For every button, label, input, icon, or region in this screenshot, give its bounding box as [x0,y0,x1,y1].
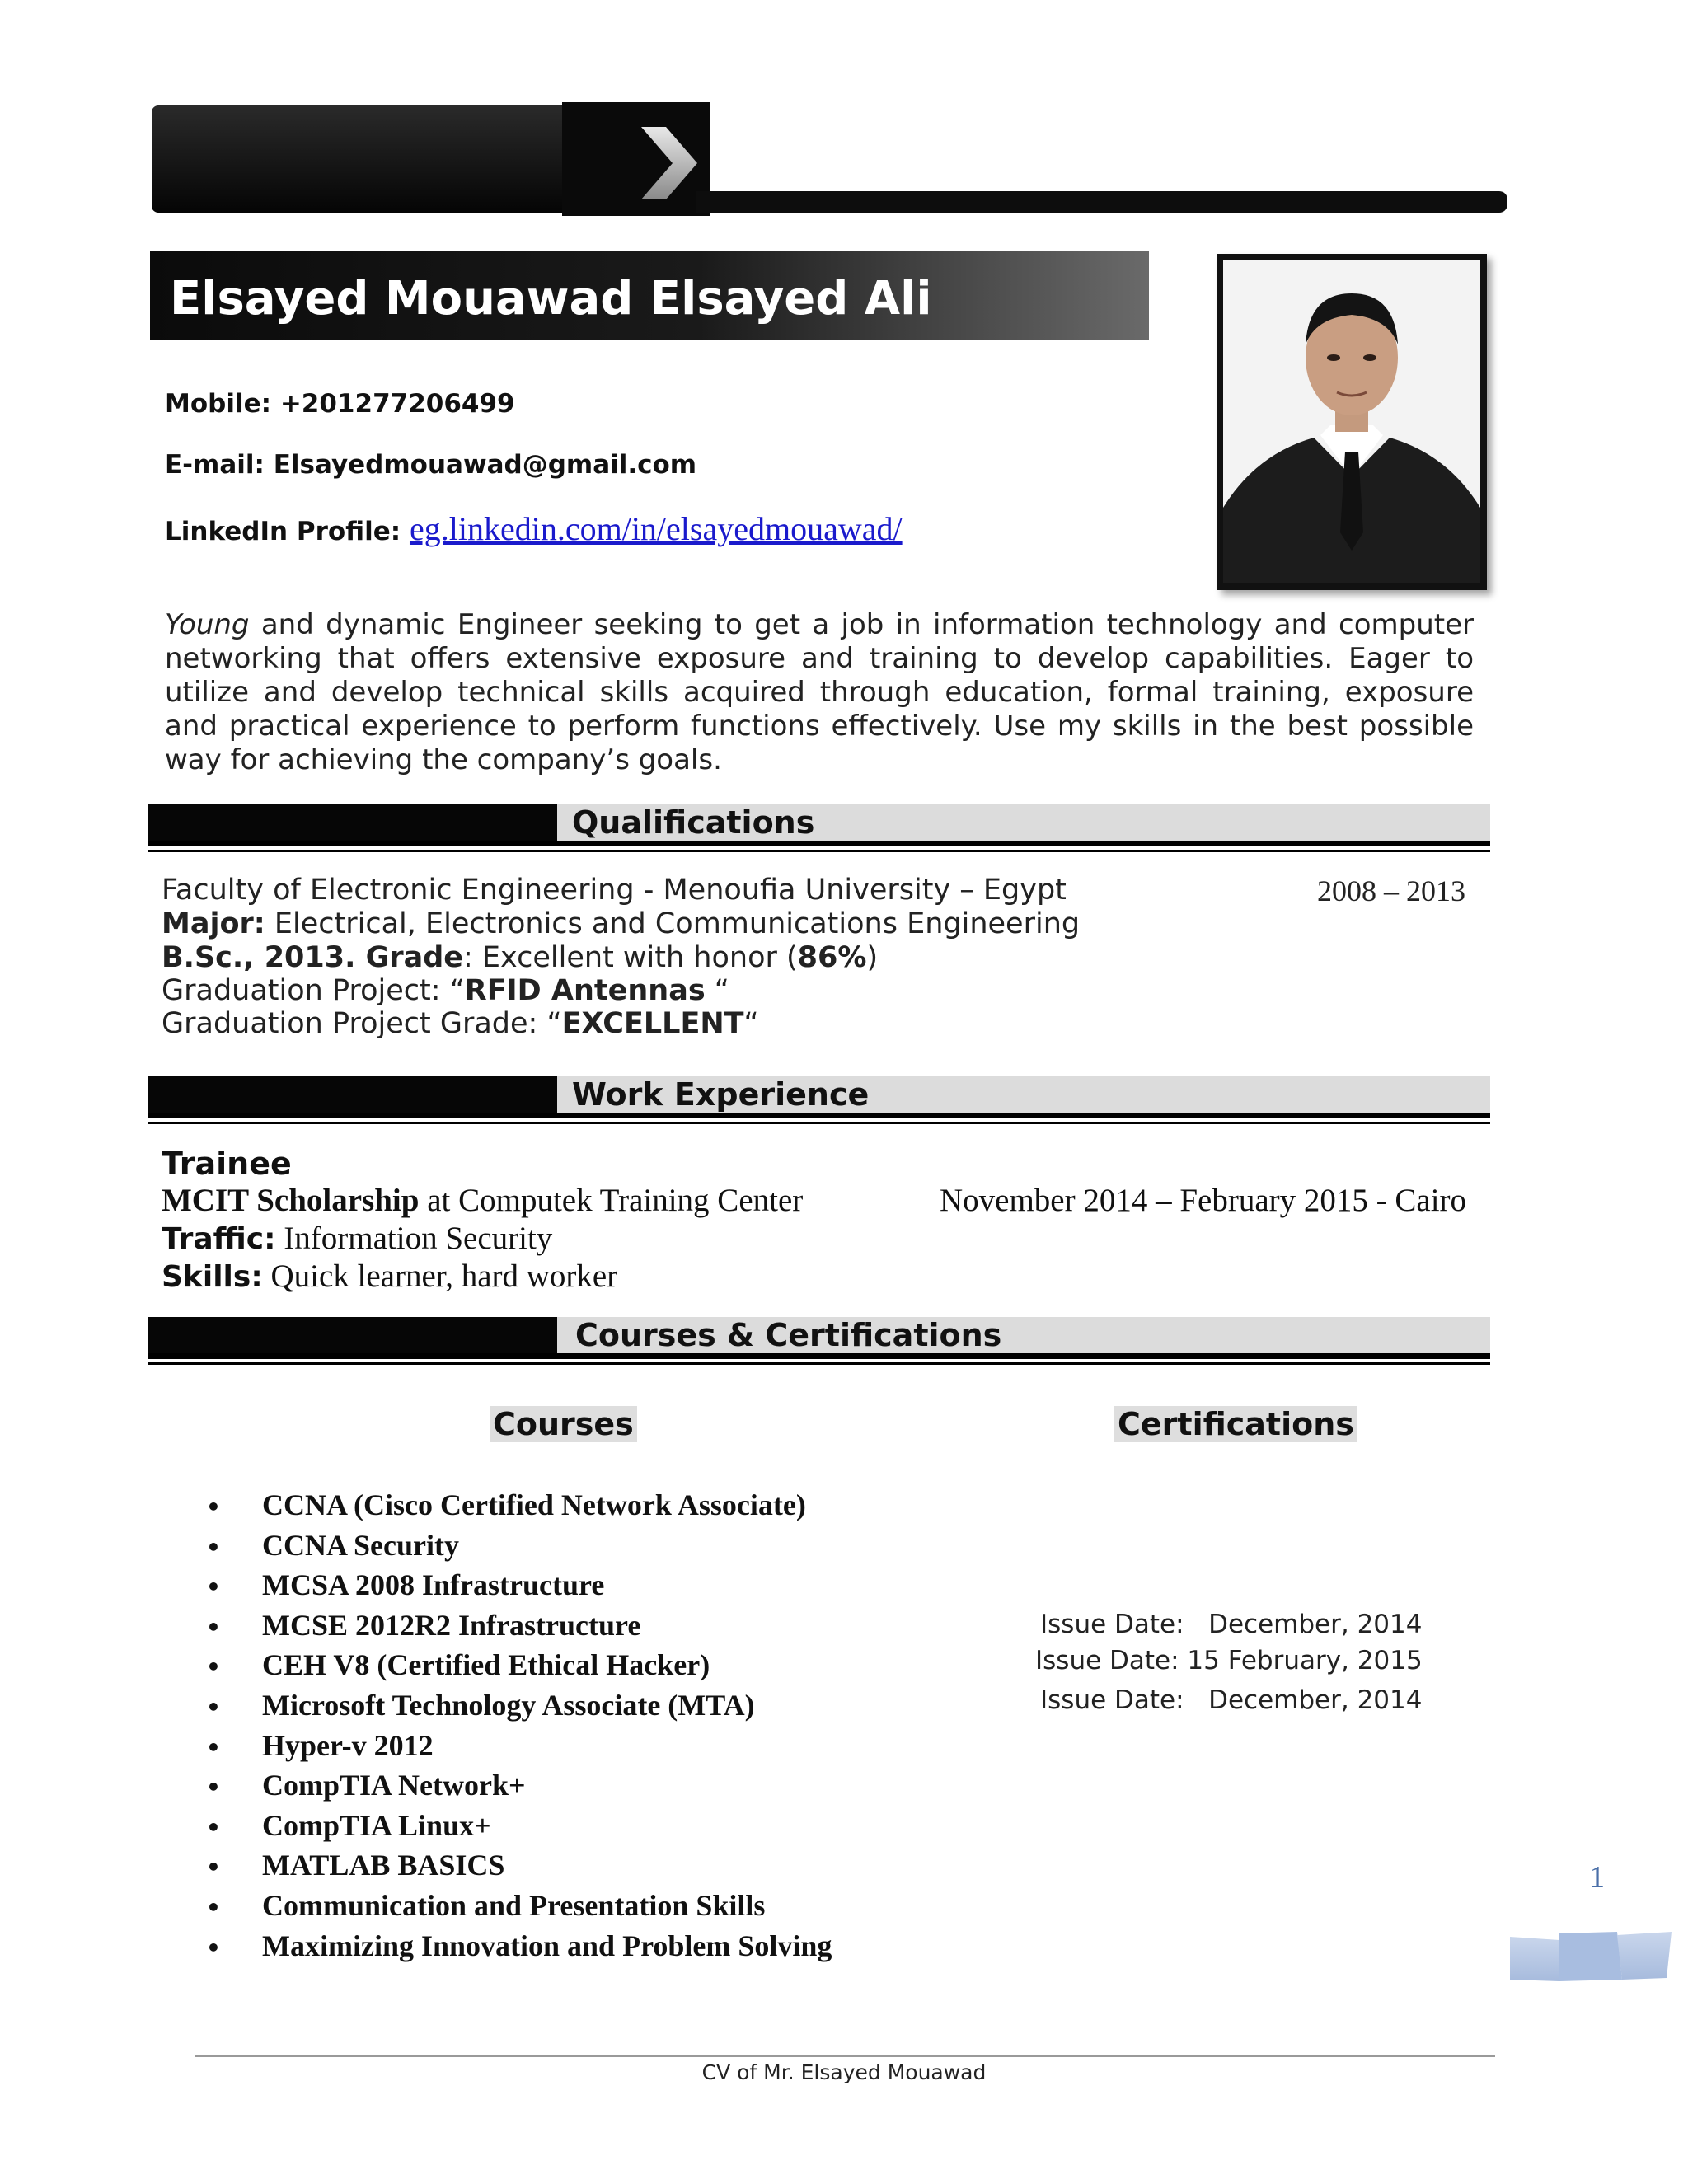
work-program-line [162,1182,803,1219]
project-close: “ [705,974,729,1007]
linkedin-label: LinkedIn Profile: [165,517,401,546]
candidate-name: Elsayed Mouawad Elsayed Ali [170,272,932,326]
bullet-icon: • [206,1774,221,1802]
course-name: Hyper-v 2012 [262,1728,434,1762]
contact-email [165,450,696,480]
page-footer: CV of Mr. Elsayed Mouawad [701,2060,987,2084]
project-grade-line [162,1007,759,1040]
bullet-icon: • [206,1893,221,1921]
email-address[interactable]: Elsayedmouawad@gmail.com [273,450,697,480]
list-item [206,1485,832,1526]
courses-list [206,1485,832,1966]
bullet-icon: • [206,1733,221,1761]
major-value: Electrical, Electronics and Communications Engineering [274,907,1081,940]
work-company: at Computek Training Center [419,1183,804,1218]
major-label: Major: [162,907,265,940]
work-traffic-line [162,1220,552,1257]
profile-photo [1217,254,1487,590]
project-grade-label: Graduation Project Grade: “ [162,1007,562,1040]
grade-close: ) [866,941,879,974]
major-line [162,907,1080,940]
bullet-icon: • [206,1573,221,1601]
course-name: MATLAB BASICS [262,1849,505,1882]
course-name: MCSE 2012R2 Infrastructure [262,1608,641,1642]
project-grade-close: “ [743,1007,759,1040]
section-header-courses [148,1317,1490,1365]
chevron-right-icon [638,124,704,203]
course-name: Communication and Presentation Skills [262,1888,766,1922]
page-corner-ribbon-icon [1510,1929,1672,1985]
list-item [206,1685,832,1726]
list-item [206,1886,832,1926]
mobile-label: Mobile: [165,389,272,419]
list-item [206,1605,832,1646]
grade-text: : Excellent with honor ( [463,941,798,974]
section-header-qualifications [148,804,1490,852]
course-name: Maximizing Innovation and Problem Solving [262,1929,832,1962]
bullet-icon: • [206,1533,221,1561]
list-item [206,1645,832,1685]
objective-paragraph [165,608,1474,777]
work-skills-line [162,1258,617,1295]
bullet-icon: • [206,1933,221,1961]
work-role: Trainee [162,1146,292,1182]
bullet-icon: • [206,1653,221,1681]
issue-date: Issue Date: 15 February, 2015 [1035,1646,1423,1675]
contact-mobile [165,389,515,419]
person-photo-icon [1223,260,1480,583]
course-name: MCSA 2008 Infrastructure [262,1568,605,1602]
skills-value: Quick learner, hard worker [262,1258,618,1294]
linkedin-link[interactable]: eg.linkedin.com/in/elsayedmouawad/ [409,510,903,547]
list-item [206,1726,832,1766]
issue-date: Issue Date: December, 2014 [1040,1610,1423,1639]
course-name: CCNA Security [262,1528,459,1562]
degree-label: B.Sc., 2013. Grade [162,941,463,974]
skills-label: Skills: [162,1260,263,1294]
bullet-icon: • [206,1854,221,1882]
list-item [206,1526,832,1566]
certifications-heading: Certifications [1114,1406,1357,1442]
section-title: Work Experience [572,1076,870,1113]
contact-linkedin [165,509,903,548]
bullet-icon: • [206,1613,221,1641]
project-name: RFID Antennas [464,974,706,1007]
bullet-icon: • [206,1813,221,1841]
degree-line [162,941,878,974]
project-grade: EXCELLENT [561,1007,744,1040]
list-item [206,1565,832,1605]
grade-value: 86% [797,941,867,974]
objective-lead: Young [165,608,250,641]
traffic-value: Information Security [275,1221,553,1256]
qualification-years: 2008 – 2013 [1317,874,1465,907]
faculty: Faculty of Electronic Engineering - Menoufia University – Egypt [162,874,1067,907]
header-banner [152,102,1507,218]
work-dates: November 2014 – February 2015 - Cairo [940,1183,1467,1218]
courses-heading: Courses [490,1406,637,1442]
work-program: MCIT Scholarship [162,1183,420,1218]
project-line [162,974,729,1007]
traffic-label: Traffic: [162,1222,276,1256]
list-item [206,1806,832,1846]
mobile-number: +201277206499 [279,389,515,419]
course-name: CompTIA Network+ [262,1769,526,1802]
list-item [206,1765,832,1806]
section-title: Qualifications [572,804,815,841]
course-name: Microsoft Technology Associate (MTA) [262,1688,755,1722]
bullet-icon: • [206,1493,221,1521]
bullet-icon: • [206,1693,221,1721]
course-name: CEH V8 (Certified Ethical Hacker) [262,1648,710,1682]
course-name: CCNA (Cisco Certified Network Associate) [262,1488,806,1521]
project-label: Graduation Project: “ [162,974,465,1007]
objective-body: and dynamic Engineer seeking to get a job in information technology and computer networking that offers extensive exposure and training to develop capabilities. Eager to utilize and develop technical skills acquired through education, formal training, exposure and practical experience to perform functions effectively. Use my skills in the best possible way for achieving the company’s goals. [165,608,1474,776]
section-title: Courses & Certifications [575,1317,1002,1353]
email-label: E-mail: [165,450,265,480]
course-name: CompTIA Linux+ [262,1808,491,1842]
section-header-work [148,1076,1490,1124]
page-number: 1 [1589,1860,1605,1895]
issue-date: Issue Date: December, 2014 [1040,1685,1423,1715]
list-item [206,1845,832,1886]
footer-divider [195,2055,1495,2057]
list-item [206,1926,832,1966]
